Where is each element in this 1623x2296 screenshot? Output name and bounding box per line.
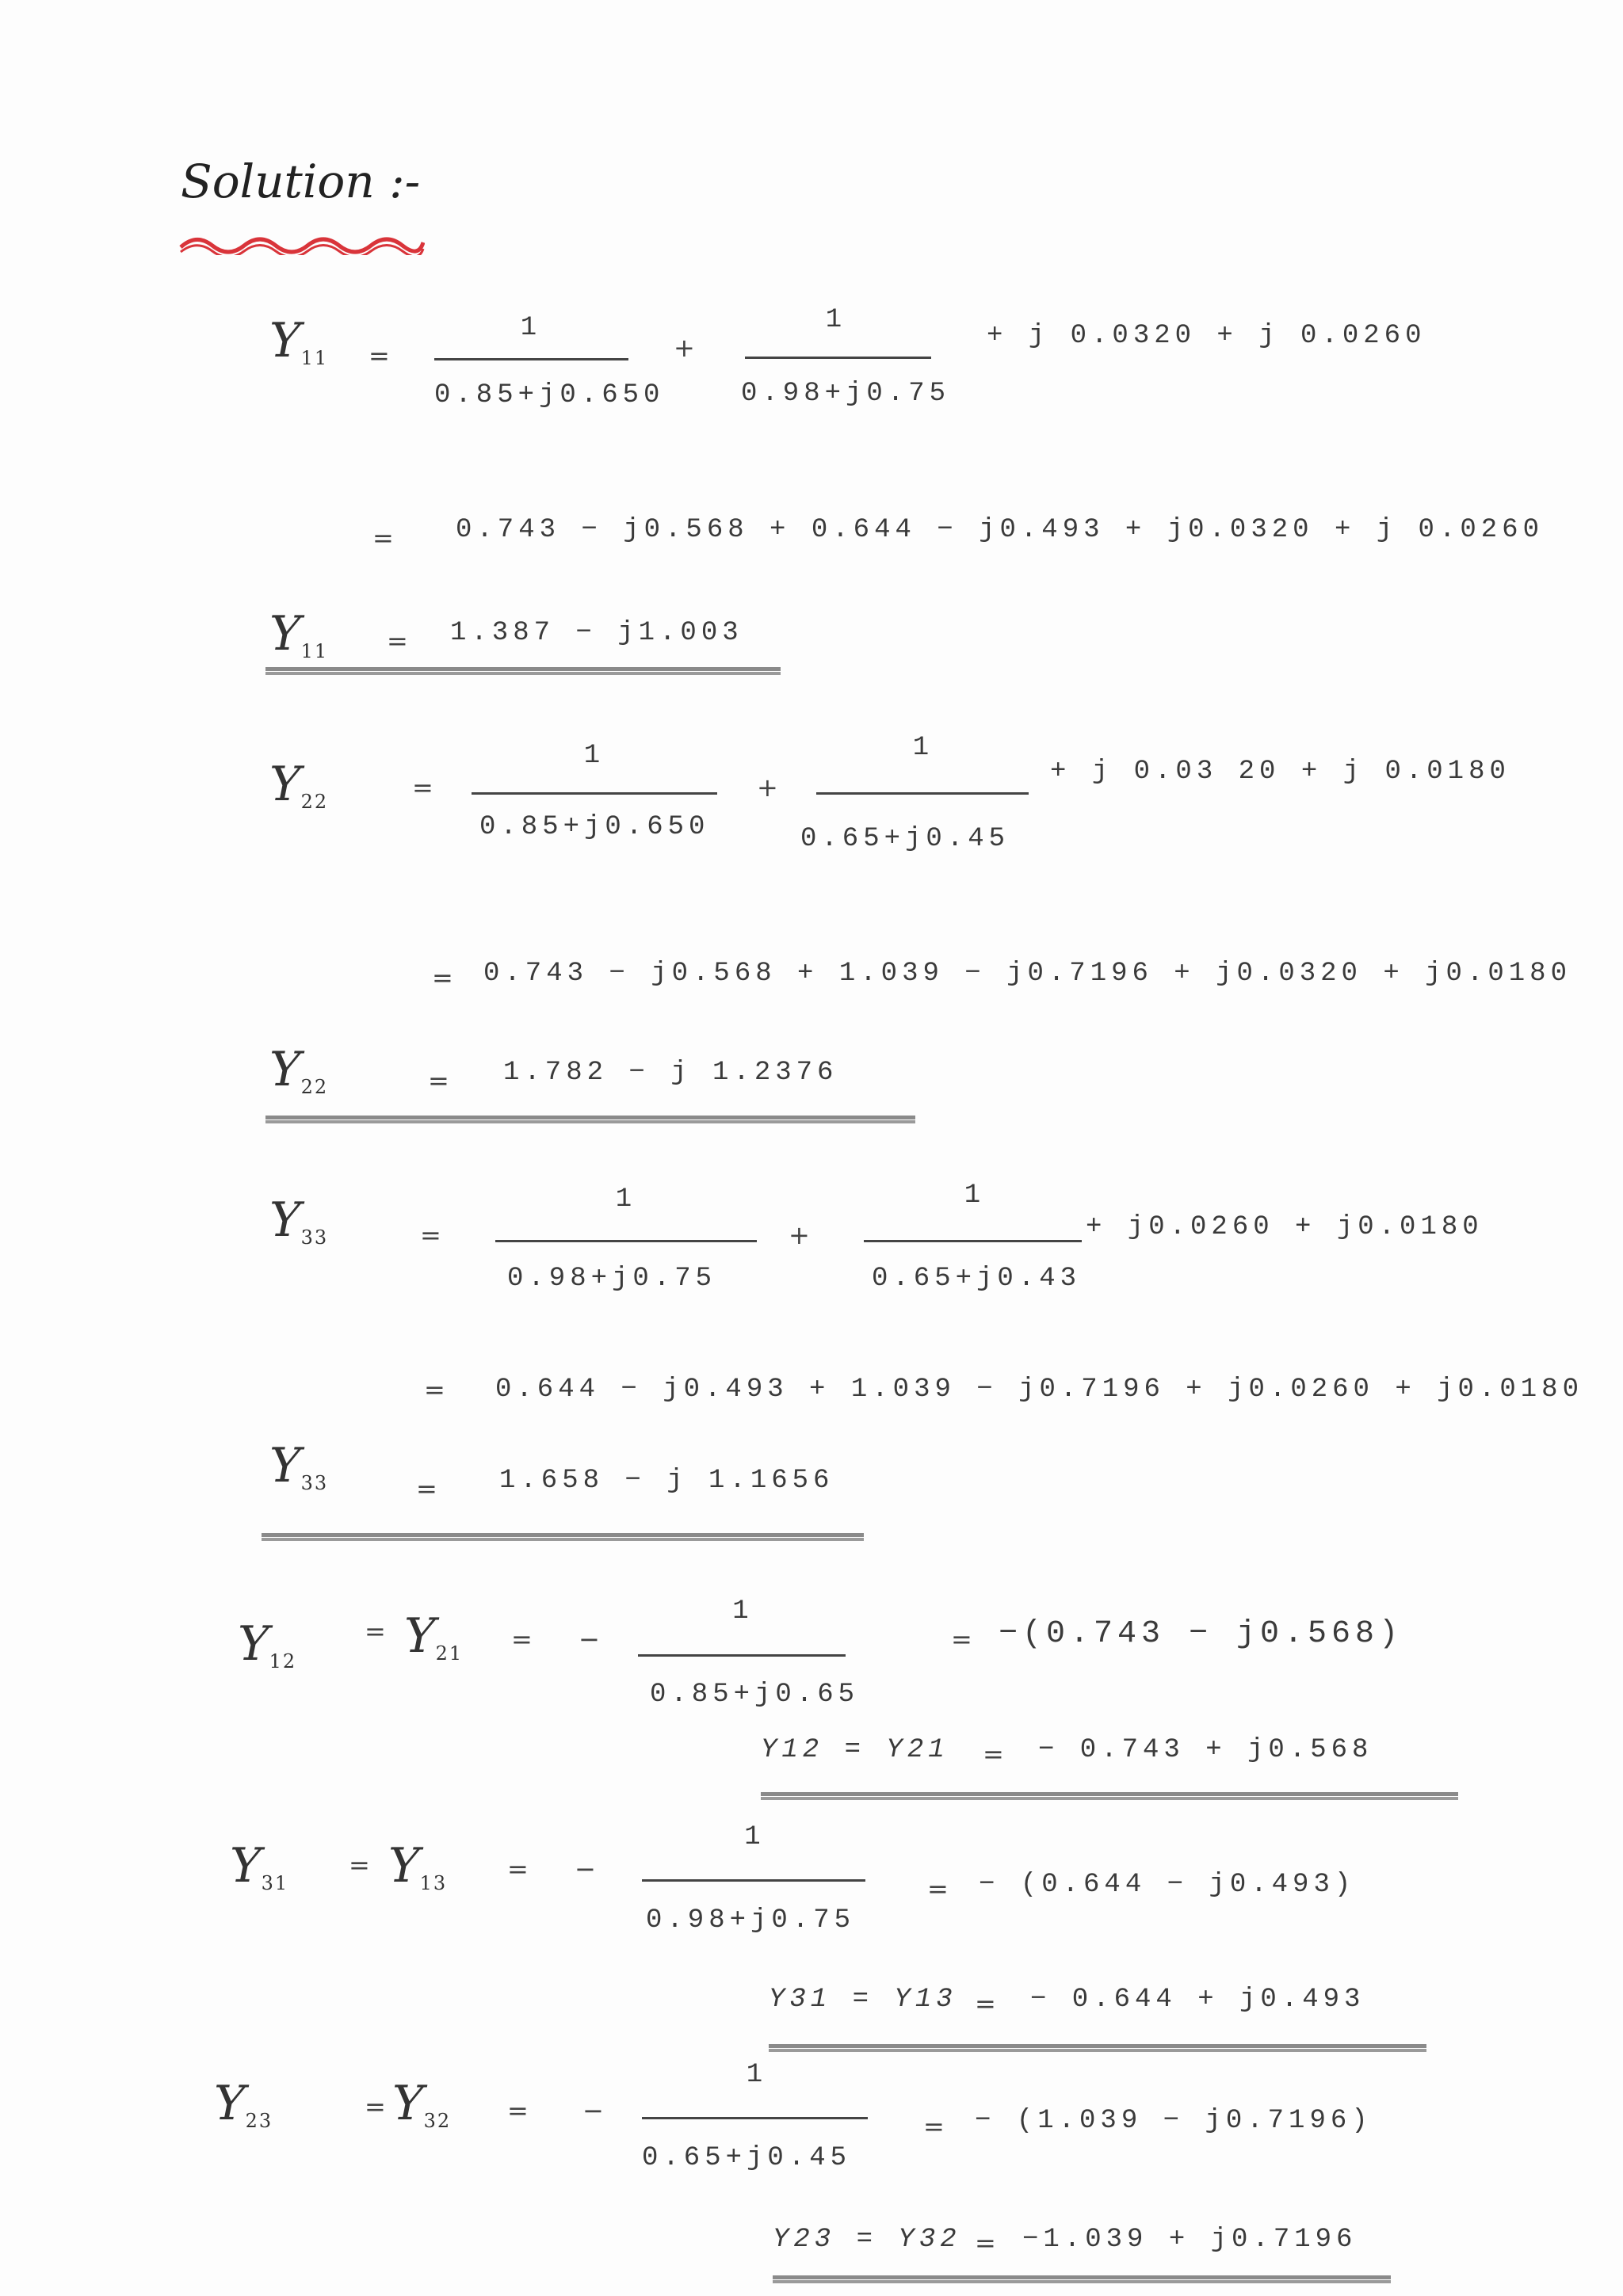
y33-label: $Y_{33}$ <box>269 1192 329 1249</box>
equals-sign: = <box>372 523 394 553</box>
y31-label: $Y_{31}$ <box>230 1838 289 1894</box>
y22-frac2-denominator: 0.65+j0.45 <box>800 824 1010 854</box>
plus-sign: + <box>757 772 778 803</box>
y22-tail-terms: + j 0.03 20 + j 0.0180 <box>1050 757 1510 787</box>
y23-denominator: 0.65+j0.45 <box>642 2143 852 2173</box>
equals-sign: = <box>420 1220 441 1250</box>
fraction-bar <box>472 792 717 795</box>
y31-rhs: − (0.644 − j0.493) <box>979 1870 1356 1900</box>
double-underline <box>769 2044 1426 2052</box>
y22-result: 1.782 − j 1.2376 <box>503 1058 838 1088</box>
equals-sign: = <box>507 2096 529 2126</box>
y11-result-label: $Y_{11}$ <box>269 606 329 662</box>
equals-sign: = <box>432 963 453 993</box>
y33-result-label: $Y_{33}$ <box>269 1438 329 1494</box>
y12-numerator: 1 <box>732 1596 754 1627</box>
y31-numerator: 1 <box>744 1822 766 1852</box>
plus-sign: + <box>789 1220 810 1250</box>
y33-result: 1.658 − j 1.1656 <box>499 1466 834 1496</box>
y23-label: $Y_{23}$ <box>214 2076 273 2132</box>
fraction-bar <box>642 1879 865 1882</box>
equals-sign: = <box>507 1854 529 1884</box>
y12-label: $Y_{12}$ <box>238 1616 297 1672</box>
double-underline <box>761 1792 1458 1800</box>
equals-sign: = <box>428 1066 449 1096</box>
equals-sign: = <box>416 1474 437 1504</box>
y22-frac1-denominator: 0.85+j0.650 <box>479 812 710 842</box>
y12-result-lhs: Y12 = Y21 <box>761 1735 949 1765</box>
equals-sign: = <box>927 1874 949 1904</box>
equals-sign: = <box>975 1989 996 2019</box>
y11-frac1-numerator: 1 <box>520 313 542 343</box>
y33-frac1-numerator: 1 <box>615 1184 637 1215</box>
equals-sign: = <box>365 1616 386 1646</box>
fraction-bar <box>745 357 931 359</box>
y33-frac1-denominator: 0.98+j0.75 <box>507 1264 717 1294</box>
minus-sign: − <box>579 1624 600 1654</box>
y32-label: $Y_{32}$ <box>392 2076 452 2132</box>
y11-label: $Y_{11}$ <box>269 313 329 369</box>
y22-result-label: $Y_{22}$ <box>269 1042 329 1098</box>
equals-sign: = <box>365 2092 386 2122</box>
y23-result: −1.039 + j0.7196 <box>1022 2225 1358 2255</box>
wavy-underline <box>179 231 425 255</box>
y12-denominator: 0.85+j0.65 <box>650 1680 860 1710</box>
minus-sign: − <box>575 1854 596 1884</box>
y22-frac2-numerator: 1 <box>912 733 934 763</box>
equals-sign: = <box>412 772 433 803</box>
y21-label: $Y_{21}$ <box>404 1608 464 1665</box>
equals-sign: = <box>349 1850 370 1880</box>
equals-sign: = <box>511 1624 533 1654</box>
y23-result-lhs: Y23 = Y32 <box>773 2225 961 2255</box>
y11-frac2-denominator: 0.98+j0.75 <box>741 379 951 409</box>
equals-sign: = <box>923 2111 945 2142</box>
y22-frac1-numerator: 1 <box>583 741 605 771</box>
y33-expanded: 0.644 − j0.493 + 1.039 − j0.7196 + j0.0260 + j0.0180 <box>495 1375 1583 1405</box>
fraction-bar <box>638 1654 846 1657</box>
fraction-bar <box>495 1240 757 1242</box>
y31-result-lhs: Y31 = Y13 <box>769 1985 957 2015</box>
solution-heading: Solution :- <box>181 154 421 208</box>
y23-rhs: − (1.039 − j0.7196) <box>975 2106 1373 2136</box>
double-underline <box>773 2275 1391 2283</box>
fraction-bar <box>816 792 1029 795</box>
fraction-bar <box>864 1240 1082 1242</box>
equals-sign: = <box>424 1375 445 1405</box>
y31-denominator: 0.98+j0.75 <box>646 1905 856 1936</box>
fraction-bar <box>642 2117 868 2119</box>
y22-label: $Y_{22}$ <box>269 757 329 813</box>
y11-frac2-numerator: 1 <box>825 305 847 335</box>
y12-result: − 0.743 + j0.568 <box>1038 1735 1373 1765</box>
equals-sign: = <box>951 1624 972 1654</box>
equals-sign: = <box>983 1739 1004 1769</box>
y13-label: $Y_{13}$ <box>388 1838 448 1894</box>
fraction-bar <box>434 358 628 360</box>
double-underline <box>265 1116 915 1123</box>
double-underline <box>265 667 781 675</box>
y11-frac1-denominator: 0.85+j0.650 <box>434 380 665 410</box>
y31-result: − 0.644 + j0.493 <box>1030 1985 1365 2015</box>
y12-rhs: −(0.743 − j0.568) <box>999 1616 1403 1652</box>
y33-frac2-numerator: 1 <box>964 1180 986 1211</box>
y11-expanded: 0.743 − j0.568 + 0.644 − j0.493 + j0.0320 + j 0.0260 <box>456 515 1544 545</box>
equals-sign: = <box>975 2228 996 2258</box>
equals-sign: = <box>369 341 390 371</box>
equals-sign: = <box>387 626 408 656</box>
y33-tail-terms: + j0.0260 + j0.0180 <box>1086 1212 1484 1242</box>
y22-expanded: 0.743 − j0.568 + 1.039 − j0.7196 + j0.0320 + j0.0180 <box>483 959 1571 989</box>
plus-sign: + <box>674 333 695 363</box>
y33-frac2-denominator: 0.65+j0.43 <box>872 1264 1082 1294</box>
y11-tail-terms: + j 0.0320 + j 0.0260 <box>987 321 1426 351</box>
double-underline <box>262 1533 864 1541</box>
y11-result: 1.387 − j1.003 <box>450 618 743 648</box>
y23-numerator: 1 <box>746 2060 768 2090</box>
minus-sign: − <box>582 2096 604 2126</box>
